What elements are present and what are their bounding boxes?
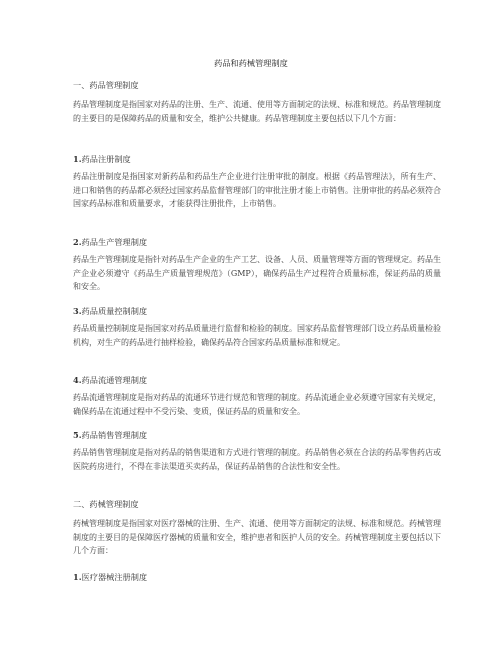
subsection-title: 药品销售管理制度 [81, 430, 148, 440]
subsection-body: 药品注册制度是指国家对新药品和药品生产企业进行注册审批的制度。根据《药品管理法》，所有生产、进口和销售的药品都必须经过国家药品监督管理部门的审批注册才能上市销售。注册审批的药品必须符合国家药品标准和质量要求，才能获得注册批件，上市销售。 [73, 172, 441, 209]
subsection-heading [73, 572, 441, 583]
subsection-title: 药品生产管理制度 [81, 237, 148, 247]
section-heading-device-management: 二、药械管理制度 [73, 499, 139, 509]
subsection-number: 1. [73, 572, 82, 582]
subsection-number: 5. [73, 430, 82, 440]
subsection-heading [73, 430, 441, 441]
subsection-body: 药品流通管理制度是指对药品的流通环节进行规范和管理的制度。药品流通企业必须遵守国家有关规定，确保药品在流通过程中不受污染、变质，保证药品的质量和安全。 [73, 393, 441, 416]
subsection-number: 1. [73, 154, 82, 164]
section-intro-device-management: 药械管理制度是指国家对医疗器械的注册、生产、流通、使用等方面制定的法规、标准和规范。药械管理制度的主要目的是保障医疗器械的质量和安全，维护患者和医护人员的安全。药械管理制度主要包括以下几个方面： [73, 519, 441, 556]
subsection-title: 医疗器械注册制度 [81, 572, 148, 582]
subsection-body: 药品销售管理制度是指对药品的销售渠道和方式进行管理的制度。药品销售必须在合法的药品零售药店或医院药房进行，不得在非法渠道买卖药品，保证药品销售的合法性和安全性。 [73, 448, 441, 471]
subsection-body: 药品质量控制制度是指国家对药品质量进行监督和检验的制度。国家药品监督管理部门设立药品质量检验机构，对生产的药品进行抽样检验，确保药品符合国家药品质量标准和规定。 [73, 324, 441, 347]
subsection-title: 药品注册制度 [81, 154, 131, 164]
subsection-number: 4. [73, 375, 82, 385]
section-intro-drug-management: 药品管理制度是指国家对药品的注册、生产、流通、使用等方面制定的法规、标准和规范。药品管理制度的主要目的是保障药品的质量和安全，维护公共健康。药品管理制度主要包括以下几个方面： [73, 100, 441, 123]
section-heading-drug-management: 一、药品管理制度 [73, 80, 139, 90]
subsection-heading [73, 306, 441, 317]
subsection-number: 3. [73, 306, 82, 316]
subsection-title: 药品流通管理制度 [81, 375, 148, 385]
subsection-heading [73, 237, 441, 248]
subsection-title: 药品质量控制制度 [81, 306, 148, 316]
subsection-body: 药品生产管理制度是指针对药品生产企业的生产工艺、设备、人员、质量管理等方面的管理规定。药品生产企业必须遵守《药品生产质量管理规范》（GMP），确保药品生产过程符合质量标准，保证药品的质量和安全。 [73, 255, 441, 292]
subsection-number: 2. [73, 237, 82, 247]
document-title: 药品和药械管理制度 [214, 58, 288, 68]
subsection-heading [73, 375, 441, 386]
subsection-heading [73, 154, 441, 165]
